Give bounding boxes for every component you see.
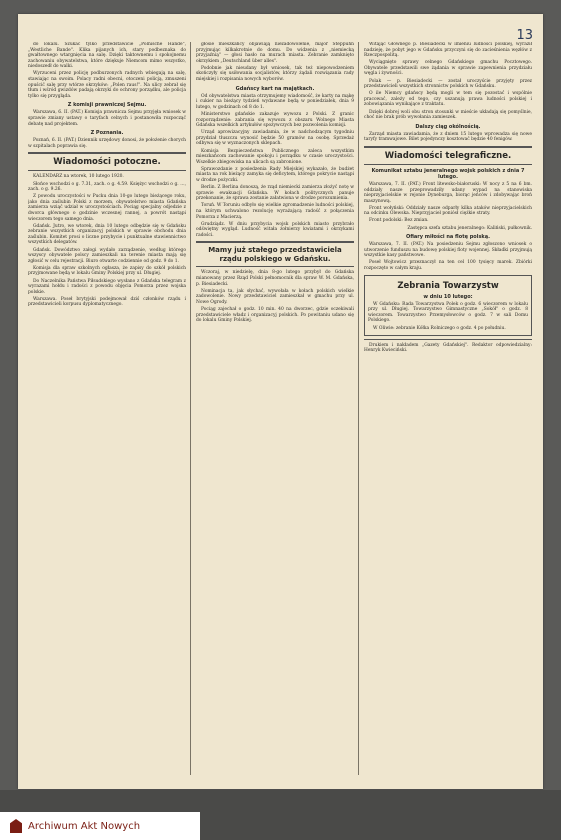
article-heading: Z Poznania. (90, 130, 124, 137)
article-text: Gdańsk. Jutro, we wtorek, dnia 10 lutego odbędzie się w Gdańsku zebranie wszystkich organizacyj polskich w sprawie obchodu dnia zaślubin. Komitet prosi o liczne przybycie i punktualne stawiennictwo wszystkich delegatów. (28, 223, 186, 246)
newspaper-page (18, 14, 543, 789)
article-text: Poznań, 6. II. (PAT.) Dziennik urzędowy donosi, że położenie chorych w szpitalach poprawia się. (28, 138, 186, 149)
signature: Zastępca szefa sztabu jeneralnego: Kaliński, pułkownik. (407, 225, 532, 231)
article-text: Pociąg zajechał o godz. 10 min. 40 na dworzec, gdzie oczekiwali przedstawiciele władz i organizacyj polskich. Po powitaniu udano się do lokalu Gminy Polskiej. (196, 306, 354, 324)
article-text: Urząd aprowizacyjny zawiadamia, że w nadchodzącym tygodniu przydział tłuszczu wynosić będzie 50 gramów na osobę. Sprzedaż odbywa się w wyznaczonych sklepach. (196, 130, 354, 147)
archive-banner[interactable] (0, 812, 200, 840)
archive-logo-icon (10, 819, 22, 833)
article-text: Grudziądz. W dniu przybycia wojsk polskich miasto przybrało odświętny wygląd. Ludność witała żołnierzy kwiatami i okrzykami radości. (196, 221, 354, 238)
article-heading: Dalszy ciąg okólnością. (415, 123, 481, 130)
article-text: Warszawa, 7. II. (PAT.) Na posiedzeniu Sejmu zgłoszono wniosek o utworzenie funduszu na budowę polskiej floty wojennej. Składki przyjmują wszystkie kasy państwowe. (364, 242, 532, 259)
article-text: Nominacja ta, jak słychać, wywołała w kołach polskich wielkie zadowolenie. Nowy przedstawiciel zamieszkał w gmachu przy ul. Nowe Ogrody. (196, 288, 354, 305)
article-text: W Gdańsku: Rada Towarzystwa Polek o godz. 6 wieczorem w lokalu przy ul. Długiej. Towarzystwo Gimnastyczne „Sokół" o godz. 8 wieczorem. Towarzystwo Przemysłowców o godz. 7 w sali Domu Polskiego. (368, 301, 528, 324)
section-title: Zebrania Towarzystw (397, 280, 499, 291)
imprint: Drukiem i nakładem „Gazety Gdańskiej". Redaktor odpowiedzialny: Henryk Kwieciński. (364, 342, 532, 354)
article-text: KALENDARZ na wtorek, 10 lutego 1920. (33, 174, 124, 180)
section-title: Wiadomości potoczne. (53, 157, 161, 168)
article-text: Front podolski: Bez zmian. (369, 218, 429, 224)
article-text: Wyciągnięto sprawy celnego Gdańskiego gmachu Pocztowego. Obywatele przedstawili swe żądania w sprawie zapewnienia przydziału węgla i żywności. (364, 60, 532, 77)
article-text: Witając Głównego p. Biesiadecki w imieniu ludności polskiej, wyraził nadzieję, że pobyt jego w Gdańsku przyczyni się do zacieśnienia węzłów z Rzeczpospolitą. (364, 42, 532, 59)
article-text: Berlin. Z Berlina donoszą, że rząd niemiecki zamierza złożyć notę w sprawie ewakuacji Gdańska. W kołach politycznych panuje przekonanie, że sprawa zostanie załatwiona w drodze porozumienia. (196, 185, 354, 202)
column-3 (364, 42, 532, 775)
column-rule (358, 42, 359, 775)
article-text: Słońce wschodzi o g. 7.31, zach. o g. 4.59. Księżyc wschodzi o g. …, zach. o g. 9.26. (28, 181, 186, 193)
archive-name: Archiwum Akt Nowych (28, 820, 141, 832)
article-text: Od obywatelstwa miasta otrzymujemy wiadomość, że karty na mąkę i cukier na bieżący tydzień wydawane będą w poniedziałek, dnia 9 lutego, w godzinach od 8 do 1. (196, 93, 354, 110)
article-text: Z powodu uroczystości w Pucku dnia 10-go lutego bieżącego roku, jako dnia zaślubin Polski z morzem, obywatelstwo miasta Gdańska zamierza wziąć udział w uroczystościach. Pociąg specjalny odjedzie z dworca głównego o godzinie wczesnej rannej, a powrót nastąpi wieczorem tego samego dnia. (28, 194, 186, 222)
article-text: Do Naczelnika Państwa Piłsudskiego wysłano z Gdańska telegram z wyrazami hołdu i radości z powodu objęcia Pomorza przez wojska polskie. (28, 278, 186, 295)
notice-box (364, 275, 532, 336)
article-text: Toruń. W Toruniu odbyło się wielkie zgromadzenie ludności polskiej, na którym uchwalono rezolucję wyrażającą radość z połączenia Pomorza z Macierzą. (196, 203, 354, 220)
article-heading: Mamy już stałego przedstawiciela rządu polskiego w Gdańsku. (208, 246, 342, 263)
article-text: W Oliwie: zebranie Kółka Rolniczego o godz. 4 po południu. (373, 325, 506, 331)
article-text: O ile Niemcy gdańscy będą mogli w tem się pozostać i wspólnie pracować, zależy od tego, czy uszanują prawa ludności polskiej i zobowiązania wynikające z traktatu. (364, 91, 532, 108)
column-rule (190, 42, 191, 775)
section-title: Wiadomości telegraficzne. (384, 150, 512, 161)
article-text: Warszawa. Poseł brytyjski podejmował dziś członków rządu i przedstawicieli korpusu dyplomatycznego. (28, 296, 186, 308)
section-subtitle: Komunikat sztabu jeneralnego wojsk polskich z dnia 7 lutego. (371, 167, 525, 180)
article-text: Komisja dla spraw szkolnych ogłasza, że zapisy do szkół polskich przyjmowane będą w lokalu Gminy Polskiej przy ul. Długiej. (28, 265, 186, 277)
article-text: Sprawozdanie z posiedzenia Rady Miejskiej wykazało, że budżet miasta na rok bieżący zamyka się deficytem, którego pokrycie nastąpi w drodze pożyczki. (196, 166, 354, 183)
article-text: Polak — p. Biesiadecki — został uroczyście przyjęty przez przedstawicieli wszystkich stronnictw polskich w Gdańsku. (364, 78, 532, 90)
article-text: głosie mieszkańcy objawiają niezadowolenie, major Steppuhn przyjmując kilkakrotnie do domu. Do widzenia z „niemiecką przyjaźnią" — głosi hasło na murach miasta. Zebranie zamknięto okrzykiem „Deutschland über alles". (196, 42, 354, 64)
article-text: Wyrzuceni przez policję podburzonych radnych wbiegają na salę, stawiając na swoim. Polacy radni obecni, otoczeni policją, zmuszeni opuścić salę przy wtórze okrzyków: „Polen raus!". Na ulicy zebrał się tłum i wśród gwizdów padają okrzyki do ochrony porządku, ale policja tylko się przygląda. (28, 71, 186, 99)
article-text: Podobnie jak nieudany był wniosek, tak też niepowodzeniem skończyły się usiłowania socjalistów, którzy żądali rozwiązania rady miejskiej i rozpisania nowych wyborów. (196, 65, 354, 83)
article-text: do lokalu. Szukać tylko przedstawicie „Polnische Hande", „Westliche Bande". Klika pijanych ich, stary podbeznaka do gwałtownego wtargnięcia na salę. Dzięki taktownemu i spokojnemu zachowaniu obywatelstwa, które dziękuje Niemcom mimo wszystko, niedoszedł do walki. (28, 42, 186, 70)
page-number: 13 (516, 28, 533, 43)
article-text: Front wołyński: Oddziały nasze odparły kilka ataków nieprzyjacielskich na odcinku Olewska. Nieprzyjaciel poniósł ciężkie straty. (364, 205, 532, 217)
article-text: Wczoraj, w niedzielę, dnia 8-go lutego przybył do Gdańska mianowany przez Rząd Polski pełnomocnik dla spraw W. M. Gdańska, p. Biesiadecki. (196, 270, 354, 287)
article-text: Zarząd miasta zawiadamia, że z dniem 15 lutego wprowadza się nowe taryfy tramwajowe. Bilet pojedynczy kosztować będzie 40 fenigów. (364, 131, 532, 143)
column-2 (196, 42, 354, 775)
section-subtitle: w dniu 10 lutego: (423, 293, 473, 300)
article-heading: Z komisji prawniczej Sejmu. (67, 102, 147, 109)
article-text: Poseł Wojtowicz przeznaczył na ten cel 100 tysięcy marek. Zbiórki rozpoczęto w całym kraju. (364, 260, 532, 272)
article-heading: Ofiary miłości na flotę polską. (405, 234, 491, 241)
article-text: Ministerstwo gdańskie zakazuje wywozu z Polski. Z granic rozporządzenie: zabrania się wywozu z obszaru Wolnego Miasta Gdańska wszelkich artykułów spożywczych bez pozwolenia komisji. (196, 111, 354, 129)
article-heading: Gdańscy kart na majątkach. (235, 85, 315, 92)
column-1 (28, 42, 186, 775)
article-text: Warszawa, 6. II. (PAT.) Komisja prawnicza Sejmu przyjęła wniosek w sprawie zmiany ustawy o taryfach celnych i postanowiła rozpocząć debatę nad projektem. (28, 110, 186, 127)
article-text: Warszawa, 7. II. (PAT.) Front litewsko-białoruski: W nocy z 5 na 6 bm. oddziały nasze przeprowadziły udany wypad na stanowiska nieprzyjacielskie w rejonie Dyneburga, biorąc jeńców i zdobywając broń maszynową. (364, 181, 532, 204)
article-text: Dzięki dobrej woli obu stron stosunki w mieście układają się pomyślnie, choć nie brak prób wywołania zamieszek. (364, 109, 532, 121)
article-text: Gdańsk. Dowództwo załogi wydało zarządzenie, według którego wszyscy obywatele polscy zamieszkali na terenie miasta mają się zgłosić w celu rejestracji. Biuro otwarte codziennie od godz. 9 do 1. (28, 247, 186, 264)
article-text: Komisja Bezpieczeństwa Publicznego zaleca wszystkim mieszkańcom zachowanie spokoju i porządku w czasie uroczystości. Wszelkie zbiegowiska na ulicach są zabronione. (196, 148, 354, 165)
